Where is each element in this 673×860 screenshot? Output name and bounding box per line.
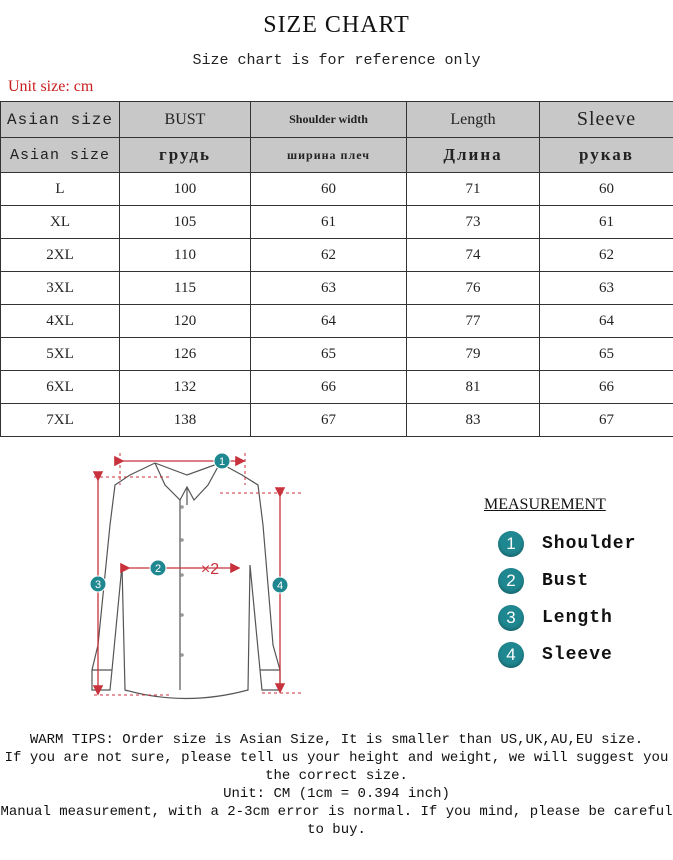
header-sleeve: Sleeve: [540, 102, 673, 138]
marker-3-icon: [90, 576, 106, 592]
cell-size: 3XL: [1, 272, 120, 305]
tip-line: WARM TIPS: Order size is Asian Size, It is smaller than US,UK,AU,EU size.: [29, 732, 644, 748]
cell-size: XL: [1, 206, 120, 239]
cell-length: 77: [407, 305, 540, 338]
table-row: [1, 371, 673, 404]
header-shoulder-width: Shoulder width: [251, 102, 407, 138]
cell-size: 7XL: [1, 404, 120, 437]
table-row: [1, 404, 673, 437]
table-row: [1, 239, 673, 272]
cell-shoulder: 64: [251, 305, 407, 338]
warm-tips: [0, 731, 673, 839]
number-4-icon: 4: [498, 642, 524, 668]
marker-1-icon: [214, 453, 230, 469]
cell-sleeve: 66: [540, 371, 673, 404]
legend-item-shoulder: [498, 530, 636, 558]
svg-text:4: 4: [276, 580, 284, 592]
cell-bust: 138: [120, 404, 251, 437]
cell-bust: 132: [120, 371, 251, 404]
cell-length: 81: [407, 371, 540, 404]
svg-text:1: 1: [218, 456, 226, 468]
legend-label: Shoulder: [542, 534, 637, 554]
cell-shoulder: 67: [251, 404, 407, 437]
tip-line: Manual measurement, with a 2-3cm error is normal. If you mind, please be careful to buy.: [0, 804, 673, 838]
header-length-ru: Длина: [407, 138, 540, 173]
legend-label: Sleeve: [542, 645, 613, 665]
header-length: Length: [407, 102, 540, 138]
header-row-russian: [1, 138, 673, 173]
cell-size: 5XL: [1, 338, 120, 371]
number-3-icon: 3: [498, 605, 524, 631]
legend-label: Bust: [542, 571, 590, 591]
header-row-english: [1, 102, 673, 138]
header-shoulder-width-ru: ширина плеч: [251, 138, 407, 173]
number-1-icon: 1: [498, 531, 524, 557]
cell-sleeve: 63: [540, 272, 673, 305]
header-bust-ru: грудь: [120, 138, 251, 173]
cell-length: 83: [407, 404, 540, 437]
shirt-measurement-diagram: [70, 445, 310, 715]
table-row: [1, 206, 673, 239]
cell-length: 74: [407, 239, 540, 272]
legend-item-length: [498, 604, 613, 632]
header-asian-size: Asian size: [1, 102, 120, 138]
table-row: [1, 338, 673, 371]
tip-line: If you are not sure, please tell us your height and weight, we will suggest you the correct size.: [4, 750, 669, 784]
cell-shoulder: 60: [251, 173, 407, 206]
cell-length: 73: [407, 206, 540, 239]
table-row: [1, 272, 673, 305]
cell-length: 79: [407, 338, 540, 371]
number-2-icon: 2: [498, 568, 524, 594]
table-row: [1, 305, 673, 338]
cell-shoulder: 61: [251, 206, 407, 239]
cell-bust: 115: [120, 272, 251, 305]
cell-size: 2XL: [1, 239, 120, 272]
cell-shoulder: 66: [251, 371, 407, 404]
page-subtitle: Size chart is for reference only: [192, 52, 481, 69]
marker-2-icon: [150, 560, 166, 576]
header-asian-size-2: Asian size: [1, 138, 120, 173]
size-table: [0, 101, 673, 437]
cell-shoulder: 63: [251, 272, 407, 305]
cell-size: 4XL: [1, 305, 120, 338]
cell-sleeve: 60: [540, 173, 673, 206]
legend-title: MEASUREMENT: [484, 496, 606, 513]
tip-line: Unit: CM (1cm = 0.394 inch): [223, 786, 450, 802]
marker-4-icon: [272, 577, 288, 593]
page-title: SIZE CHART: [263, 12, 410, 38]
cell-sleeve: 62: [540, 239, 673, 272]
cell-sleeve: 65: [540, 338, 673, 371]
cell-length: 71: [407, 173, 540, 206]
cell-sleeve: 67: [540, 404, 673, 437]
cell-sleeve: 64: [540, 305, 673, 338]
shirt-outline-icon: [92, 463, 280, 699]
svg-text:3: 3: [94, 579, 102, 591]
cell-bust: 126: [120, 338, 251, 371]
legend-item-bust: [498, 567, 589, 595]
header-sleeve-ru: рукав: [540, 138, 673, 173]
times-two-label: ×2: [200, 561, 220, 578]
legend-label: Length: [542, 608, 613, 628]
cell-size: L: [1, 173, 120, 206]
table-row: [1, 173, 673, 206]
unit-note: Unit size: cm: [8, 78, 94, 95]
cell-bust: 105: [120, 206, 251, 239]
cell-bust: 100: [120, 173, 251, 206]
cell-shoulder: 62: [251, 239, 407, 272]
cell-size: 6XL: [1, 371, 120, 404]
header-bust: BUST: [120, 102, 251, 138]
cell-bust: 110: [120, 239, 251, 272]
cell-bust: 120: [120, 305, 251, 338]
cell-shoulder: 65: [251, 338, 407, 371]
legend-item-sleeve: [498, 641, 613, 669]
cell-sleeve: 61: [540, 206, 673, 239]
svg-text:2: 2: [154, 563, 162, 575]
cell-length: 76: [407, 272, 540, 305]
